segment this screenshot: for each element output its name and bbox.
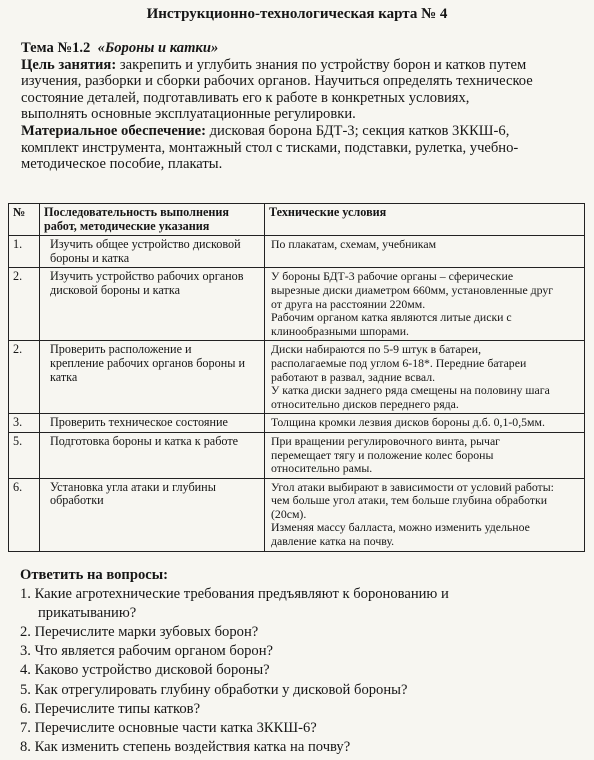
condition-line: от друга на расстоянии 220мм. [271, 296, 426, 311]
materials-line: методическое пособие, плакаты. [21, 156, 223, 173]
header-step [40, 204, 265, 236]
condition-line: Диски набираются по 5-9 штук в батареи, [271, 342, 482, 357]
row-conditions [265, 236, 585, 268]
table-row [9, 268, 585, 341]
row-conditions [265, 478, 585, 551]
row-step [40, 414, 265, 433]
condition-line: По плакатам, схемам, учебникам [271, 237, 437, 252]
row-num: 5. [9, 432, 40, 478]
question-item-continuation: прикатыванию? [38, 605, 137, 622]
table-row [9, 414, 585, 433]
step-line: Подготовка бороны и катка к работе [50, 433, 239, 448]
row-conditions [265, 341, 585, 414]
row-conditions [265, 432, 585, 478]
question-item: 1. Какие агротехнические требования предъявляют к боронованию и [20, 586, 449, 603]
goal-line: изучения, разборки и сборки рабочих органов. Научиться определять техническое [21, 73, 533, 90]
condition-line: У катка диски заднего ряда смещены на половину шага [271, 383, 550, 398]
materials-text: дисковая борона БДТ-3; секция катков 3ККШ-6, [209, 122, 510, 139]
step-line: крепление рабочих органов бороны и [50, 355, 245, 370]
header-conditions: Технические условия [265, 204, 585, 236]
materials-line [21, 123, 586, 140]
condition-line: У бороны БДТ-3 рабочие органы – сферические [271, 269, 514, 284]
materials-label: Материальное обеспечение: [21, 122, 206, 139]
topic-line [21, 40, 586, 57]
row-conditions [265, 414, 585, 433]
condition-line: клинообразными шпорами. [271, 323, 409, 338]
row-step [40, 432, 265, 478]
topic-label: Тема №1.2 [21, 40, 91, 56]
step-line: бороны и катка [50, 250, 130, 265]
question-item: 5. Как отрегулировать глубину обработки у дисковой бороны? [20, 681, 408, 698]
goal-line: выполнять основные эксплуатационные регулировки. [21, 106, 356, 123]
topic-name: «Бороны и катки» [97, 40, 219, 56]
table-row [9, 341, 585, 414]
condition-line: относительно дисков переднего ряда. [271, 396, 459, 411]
goal-text: закрепить и углубить знания по устройству борон и катков путем [119, 56, 527, 73]
condition-line: давление катка на почву. [271, 534, 395, 549]
table-row [9, 432, 585, 478]
row-step [40, 236, 265, 268]
step-line: Изучить общее устройство дисковой [50, 237, 241, 252]
condition-line: Угол атаки выбирают в зависимости от условий работы: [271, 479, 554, 494]
condition-line: работают в развал, задние всвал. [271, 369, 436, 384]
table-header-row [9, 204, 585, 236]
header-step-line: Последовательность выполнения [44, 205, 230, 219]
row-num: 2. [9, 341, 40, 414]
condition-line: При вращении регулировочного винта, рычаг [271, 433, 501, 448]
row-num: 3. [9, 414, 40, 433]
question-item: 6. Перечислите типы катков? [20, 700, 201, 717]
intro-block [21, 40, 586, 173]
question-item: 4. Каково устройство дисковой бороны? [20, 662, 270, 679]
question-item: 2. Перечислите марки зубовых борон? [20, 624, 259, 641]
row-step [40, 478, 265, 551]
step-line: обработки [50, 493, 104, 508]
condition-line: (20см). [271, 506, 307, 521]
step-line: дисковой бороны и катка [50, 282, 180, 297]
condition-line: вырезные диски диаметром 660мм, установленные друг [271, 282, 554, 297]
condition-line: перемещает тягу и положение колес бороны [271, 447, 494, 462]
step-line: Проверить расположение и [50, 342, 192, 357]
row-step [40, 341, 265, 414]
condition-line: чем больше угол атаки, тем больше глубина обработки [271, 493, 548, 508]
step-line: Изучить устройство рабочих органов [50, 269, 244, 284]
goal-line: состояние деталей, подготавливать его к работе в конкретных условиях, [21, 89, 470, 106]
questions-heading: Ответить на вопросы: [20, 567, 168, 583]
step-line: катка [50, 369, 78, 384]
condition-line: Толщина кромки лезвия дисков бороны д.б. 0,1-0,5мм. [271, 415, 545, 430]
question-item: 3. Что является рабочим органом борон? [20, 643, 274, 660]
table-row [9, 478, 585, 551]
document-title: Инструкционно-технологическая карта № 4 [146, 6, 448, 22]
row-num: 2. [9, 268, 40, 341]
step-line: Проверить техническое состояние [50, 415, 228, 430]
condition-line: Изменяя массу балласта, можно изменить удельное [271, 520, 530, 535]
question-item: 7. Перечислите основные части катка 3ККШ-6? [20, 719, 317, 736]
step-line: Установка угла атаки и глубины [50, 479, 216, 494]
goal-line [21, 57, 586, 74]
goal-paragraph [21, 57, 586, 123]
header-step-line: работ, методические указания [44, 218, 210, 233]
question-item: 8. Как изменить степень воздействия катка на почву? [20, 738, 351, 755]
row-num: 1. [9, 236, 40, 268]
questions-block [20, 566, 585, 757]
goal-label: Цель занятия: [21, 56, 117, 73]
condition-line: располагаемые под углом 6-18*. Передние батареи [271, 355, 527, 370]
row-step [40, 268, 265, 341]
condition-line: Рабочим органом катка являются литые диски с [271, 310, 512, 325]
row-num: 6. [9, 478, 40, 551]
materials-paragraph [21, 123, 586, 173]
condition-line: относительно рамы. [271, 461, 373, 476]
materials-line: комплект инструмента, монтажный стол с тисками, подставки, рулетка, учебно- [21, 139, 519, 156]
header-num: № [9, 204, 40, 236]
row-conditions [265, 268, 585, 341]
table-row [9, 236, 585, 268]
steps-table [8, 203, 585, 552]
